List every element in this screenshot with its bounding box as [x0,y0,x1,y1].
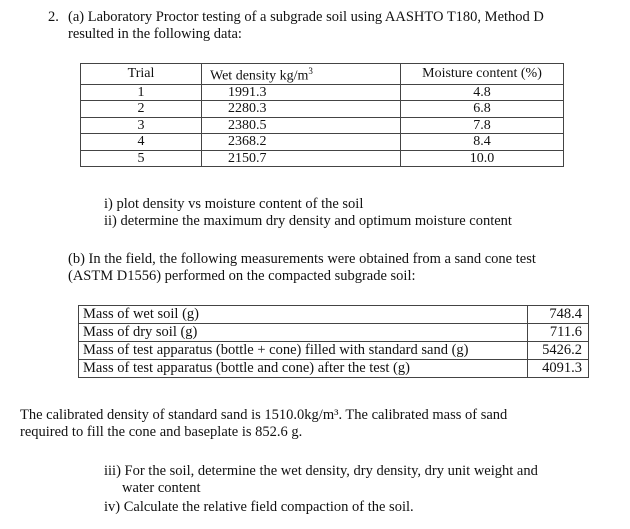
header-superscript: 3 [308,66,313,76]
proctor-table [80,63,564,167]
measurement-value: 711.6 [528,324,589,342]
moisture-cell: 7.8 [401,117,564,134]
table-row [81,134,564,151]
density-cell: 2368.2 [202,134,401,151]
part-b-line1: (b) In the field, the following measurements were obtained from a sand cone test [68,251,536,267]
moisture-cell: 4.8 [401,84,564,101]
density-cell: 2280.3 [202,101,401,118]
task-iii-line1: iii) For the soil, determine the wet density, dry density, dry unit weight and [104,463,538,479]
calibration-line1: The calibrated density of standard sand is 1510.0kg/m³. The calibrated mass of sand [20,407,508,423]
sand-cone-table [78,305,589,378]
table-row [79,306,589,324]
measurement-value: 748.4 [528,306,589,324]
header-trial: Trial [81,64,202,85]
table-row [79,360,589,378]
part-a-line2: resulted in the following data: [68,26,242,42]
header-wet-density-label: Wet density kg/m [210,68,309,84]
trial-cell: 3 [81,117,202,134]
part-b-line2: (ASTM D1556) performed on the compacted subgrade soil: [68,268,416,284]
measurement-label: Mass of wet soil (g) [79,306,528,324]
trial-cell: 2 [81,101,202,118]
trial-cell: 4 [81,134,202,151]
trial-cell: 1 [81,84,202,101]
density-cell: 1991.3 [202,84,401,101]
calibration-line2: required to fill the cone and baseplate is 852.6 g. [20,424,303,440]
trial-cell: 5 [81,150,202,167]
measurement-value: 4091.3 [528,360,589,378]
task-iii-line2: water content [122,480,201,496]
measurement-label: Mass of dry soil (g) [79,324,528,342]
moisture-cell: 6.8 [401,101,564,118]
measurement-label: Mass of test apparatus (bottle and cone) after the test (g) [79,360,528,378]
moisture-cell: 8.4 [401,134,564,151]
part-a-line1: (a) Laboratory Proctor testing of a subgrade soil using AASHTO T180, Method D [68,9,544,25]
density-cell: 2380.5 [202,117,401,134]
table-row [81,150,564,167]
density-cell: 2150.7 [202,150,401,167]
table-row [81,84,564,101]
question-number: 2. [48,9,59,25]
table-row [79,324,589,342]
table-row [81,117,564,134]
table-row [79,342,589,360]
task-i: i) plot density vs moisture content of the soil [104,196,364,212]
table-row [81,101,564,118]
table-header-row [81,64,564,85]
moisture-cell: 10.0 [401,150,564,167]
measurement-label: Mass of test apparatus (bottle + cone) filled with standard sand (g) [79,342,528,360]
header-moisture: Moisture content (%) [401,64,564,85]
task-iv: iv) Calculate the relative field compaction of the soil. [104,499,414,515]
measurement-value: 5426.2 [528,342,589,360]
header-wet-density [202,64,401,85]
task-ii: ii) determine the maximum dry density and optimum moisture content [104,213,512,229]
